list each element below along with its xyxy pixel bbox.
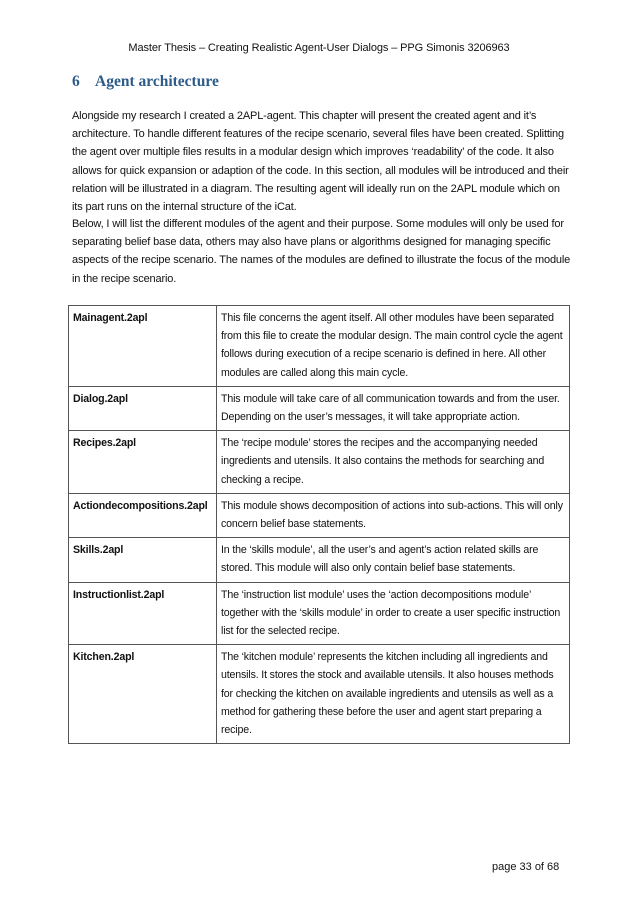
module-name: Actiondecompositions.2apl xyxy=(69,493,217,537)
module-description: This file concerns the agent itself. All other modules have been separated from this file to create the modular design. The main control cycle the agent follows during execution of a recipe scenario is defined in here. All other modules are called along this main cycle. xyxy=(217,306,570,387)
table-row xyxy=(69,645,570,744)
module-description: The ‘kitchen module’ represents the kitchen including all ingredients and utensils. It stores the stock and available utensils. It also houses methods for checking the kitchen on available ingredients and utensils as well as a method for gathering these before the user and agent start preparing a recipe. xyxy=(217,645,570,744)
module-description: This module will take care of all communication towards and from the user. Depending on the user’s messages, it will take appropriate action. xyxy=(217,386,570,430)
module-description: The ‘instruction list module’ uses the ‘action decompositions module’ together with the ‘skills module’ in order to create a user specific instruction list for the selected recipe. xyxy=(217,582,570,645)
modules-table xyxy=(68,305,570,744)
module-description: This module shows decomposition of actions into sub-actions. This will only concern belief base statements. xyxy=(217,493,570,537)
chapter-title: Agent architecture xyxy=(95,73,219,90)
module-description: The ‘recipe module’ stores the recipes and the accompanying needed ingredients and utensils. It also contains the methods for searching and checking a recipe. xyxy=(217,431,570,494)
module-name: Recipes.2apl xyxy=(69,431,217,494)
module-name: Instructionlist.2apl xyxy=(69,582,217,645)
page-header: Master Thesis – Creating Realistic Agent-User Dialogs – PPG Simonis 3206963 xyxy=(128,42,510,54)
intro-paragraph: Alongside my research I created a 2APL-agent. This chapter will present the created agent and it’s architecture. To handle different features of the recipe scenario, several files have been created. Splitting the agent over multiple files results in a modular design which improves ‘readability’ of the code. It also allows for quick expansion or adaption of the code. In this section, all modules will be introduced and their relation will be illustrated in a diagram. The resulting agent will ideally run on the 2APL module which on its part runs on the internal structure of the iCat. xyxy=(72,110,569,214)
module-name: Skills.2apl xyxy=(69,538,217,582)
module-description: In the ‘skills module’, all the user’s and agent’s action related skills are stored. This module will also only contain belief base statements. xyxy=(217,538,570,582)
table-row xyxy=(69,582,570,645)
chapter-heading xyxy=(72,73,219,91)
module-name: Kitchen.2apl xyxy=(69,645,217,744)
modules-paragraph: Below, I will list the different modules of the agent and their purpose. Some modules will only be used for separating belief base data, others may also have plans or algorithms designed for managing specific aspects of the recipe scenario. The names of the modules are defined to illustrate the focus of the module in the recipe scenario. xyxy=(72,218,571,285)
chapter-number: 6 xyxy=(72,73,80,90)
table-row xyxy=(69,538,570,582)
table-row xyxy=(69,306,570,387)
table-row xyxy=(69,431,570,494)
table-row xyxy=(69,493,570,537)
module-name: Mainagent.2apl xyxy=(69,306,217,387)
table-row xyxy=(69,386,570,430)
module-name: Dialog.2apl xyxy=(69,386,217,430)
page-number: page 33 of 68 xyxy=(492,861,560,873)
